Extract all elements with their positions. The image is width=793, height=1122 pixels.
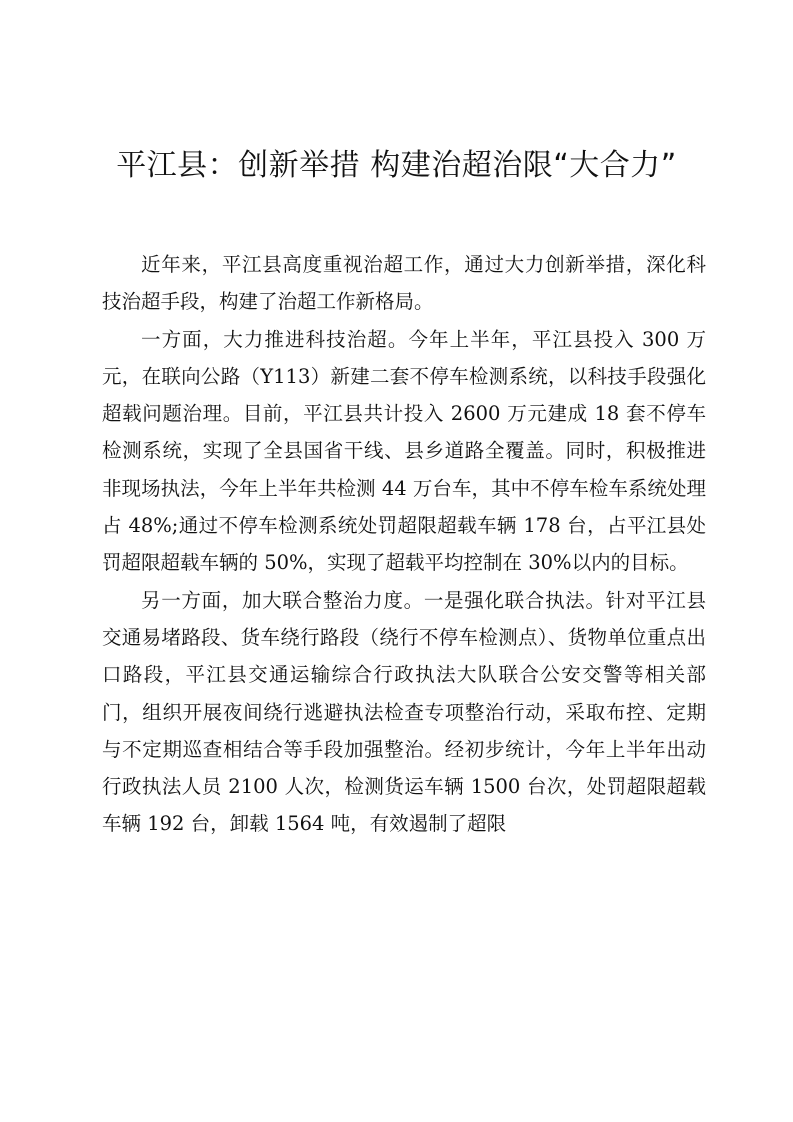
paragraph-tech-enforcement: 一方面，大力推进科技治超。今年上半年，平江县投入 300 万元，在联向公路（Y113）新建二套不停车检测系统，以科技手段强化超载问题治理。目前，平江县共计投入 2600 万元建成 18 套不停车检测系统，实现了全县国省干线、县乡道路全覆盖。同时，积极推进非现场执法，今年上半年共检测 44 万台车，其中不停车检车系统处理占 48%;通过不停车检测系统处罚超限超载车辆 178 台，占平江县处罚超限超载车辆的 50%，实现了超载平均控制在 30%以内的目标。 — [102, 327, 706, 575]
document-body — [102, 246, 706, 843]
paragraph-intro: 近年来，平江县高度重视治超工作，通过大力创新举措，深化科技治超手段，构建了治超工作新格局。 — [102, 253, 706, 314]
paragraph-joint-enforcement: 另一方面，加大联合整治力度。一是强化联合执法。针对平江县交通易堵路段、货车绕行路段（绕行不停车检测点）、货物单位重点出口路段，平江县交通运输综合行政执法大队联合公安交警等相关部门，组织开展夜间绕行逃避执法检查专项整治行动，采取布控、定期与不定期巡查相结合等手段加强整治。经初步统计，今年上半年出动行政执法人员 2100 人次，检测货运车辆 1500 台次，处罚超限超载车辆 192 台，卸载 1564 吨，有效遏制了超限 — [102, 588, 706, 836]
document-title: 平江县：创新举措 构建治超治限“大合力” — [116, 148, 677, 183]
